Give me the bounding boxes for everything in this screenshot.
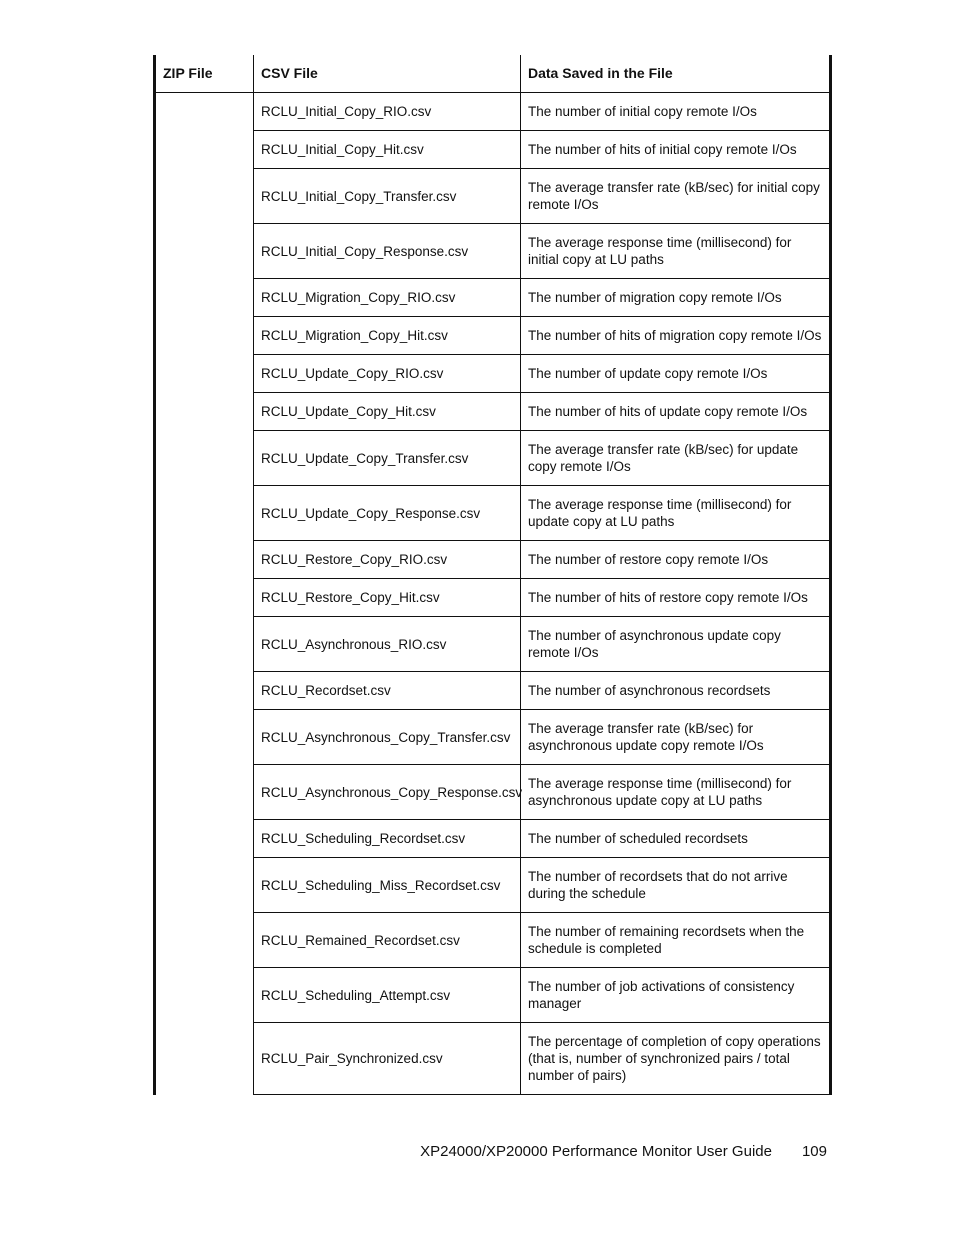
data-description-cell: The number of hits of update copy remote I/Os xyxy=(521,393,831,431)
data-description-cell: The number of hits of restore copy remote I/Os xyxy=(521,579,831,617)
table-row xyxy=(155,672,831,710)
csv-file-cell: RCLU_Asynchronous_Copy_Response.csv xyxy=(254,765,521,820)
csv-file-cell: RCLU_Remained_Recordset.csv xyxy=(254,913,521,968)
table-row xyxy=(155,579,831,617)
table-row xyxy=(155,765,831,820)
csv-file-cell: RCLU_Initial_Copy_Response.csv xyxy=(254,224,521,279)
data-description-cell: The average transfer rate (kB/sec) for initial copy remote I/Os xyxy=(521,169,831,224)
page-footer xyxy=(420,1143,827,1160)
csv-file-cell: RCLU_Restore_Copy_Hit.csv xyxy=(254,579,521,617)
table-row xyxy=(155,431,831,486)
table-row xyxy=(155,541,831,579)
csv-file-cell: RCLU_Initial_Copy_Hit.csv xyxy=(254,131,521,169)
data-description-cell: The number of update copy remote I/Os xyxy=(521,355,831,393)
data-description-cell: The average transfer rate (kB/sec) for asynchronous update copy remote I/Os xyxy=(521,710,831,765)
data-description-cell: The average response time (millisecond) for asynchronous update copy at LU paths xyxy=(521,765,831,820)
csv-file-cell: RCLU_Migration_Copy_Hit.csv xyxy=(254,317,521,355)
table-row xyxy=(155,224,831,279)
csv-file-table xyxy=(153,55,832,1095)
csv-file-cell: RCLU_Update_Copy_Hit.csv xyxy=(254,393,521,431)
header-data-saved: Data Saved in the File xyxy=(521,55,831,93)
data-description-cell: The average response time (millisecond) for initial copy at LU paths xyxy=(521,224,831,279)
data-description-cell: The average transfer rate (kB/sec) for update copy remote I/Os xyxy=(521,431,831,486)
table-row xyxy=(155,486,831,541)
table-row xyxy=(155,710,831,765)
csv-file-cell: RCLU_Initial_Copy_RIO.csv xyxy=(254,93,521,131)
data-description-cell: The average response time (millisecond) for update copy at LU paths xyxy=(521,486,831,541)
guide-title: XP24000/XP20000 Performance Monitor User Guide xyxy=(420,1143,772,1160)
table-row xyxy=(155,968,831,1023)
data-description-cell: The number of hits of migration copy remote I/Os xyxy=(521,317,831,355)
csv-file-cell: RCLU_Scheduling_Miss_Recordset.csv xyxy=(254,858,521,913)
table-row xyxy=(155,858,831,913)
csv-file-cell: RCLU_Asynchronous_RIO.csv xyxy=(254,617,521,672)
data-description-cell: The number of asynchronous update copy remote I/Os xyxy=(521,617,831,672)
table-row xyxy=(155,355,831,393)
data-description-cell: The number of restore copy remote I/Os xyxy=(521,541,831,579)
data-description-cell: The number of initial copy remote I/Os xyxy=(521,93,831,131)
csv-file-cell: RCLU_Update_Copy_Response.csv xyxy=(254,486,521,541)
header-csv-file: CSV File xyxy=(254,55,521,93)
table-row xyxy=(155,913,831,968)
table-row xyxy=(155,169,831,224)
csv-file-cell: RCLU_Initial_Copy_Transfer.csv xyxy=(254,169,521,224)
data-description-cell: The number of remaining recordsets when the schedule is completed xyxy=(521,913,831,968)
table-row xyxy=(155,820,831,858)
table-header-row xyxy=(155,55,831,93)
table-row xyxy=(155,1023,831,1095)
data-description-cell: The number of job activations of consistency manager xyxy=(521,968,831,1023)
csv-file-cell: RCLU_Update_Copy_RIO.csv xyxy=(254,355,521,393)
csv-file-cell: RCLU_Update_Copy_Transfer.csv xyxy=(254,431,521,486)
csv-file-cell: RCLU_Asynchronous_Copy_Transfer.csv xyxy=(254,710,521,765)
csv-file-cell: RCLU_Scheduling_Attempt.csv xyxy=(254,968,521,1023)
data-description-cell: The number of scheduled recordsets xyxy=(521,820,831,858)
csv-file-cell: RCLU_Pair_Synchronized.csv xyxy=(254,1023,521,1095)
csv-file-cell: RCLU_Restore_Copy_RIO.csv xyxy=(254,541,521,579)
table-row xyxy=(155,393,831,431)
zip-file-cell xyxy=(155,93,254,1095)
data-description-cell: The number of asynchronous recordsets xyxy=(521,672,831,710)
data-description-cell: The percentage of completion of copy operations (that is, number of synchronized pairs / total number of pairs) xyxy=(521,1023,831,1095)
table-row xyxy=(155,279,831,317)
table-row xyxy=(155,131,831,169)
table-row xyxy=(155,617,831,672)
table-row xyxy=(155,93,831,131)
header-zip-file: ZIP File xyxy=(155,55,254,93)
data-description-cell: The number of migration copy remote I/Os xyxy=(521,279,831,317)
data-description-cell: The number of recordsets that do not arrive during the schedule xyxy=(521,858,831,913)
page-number: 109 xyxy=(801,1143,827,1160)
csv-file-cell: RCLU_Recordset.csv xyxy=(254,672,521,710)
data-description-cell: The number of hits of initial copy remote I/Os xyxy=(521,131,831,169)
csv-file-cell: RCLU_Migration_Copy_RIO.csv xyxy=(254,279,521,317)
csv-file-cell: RCLU_Scheduling_Recordset.csv xyxy=(254,820,521,858)
table-row xyxy=(155,317,831,355)
